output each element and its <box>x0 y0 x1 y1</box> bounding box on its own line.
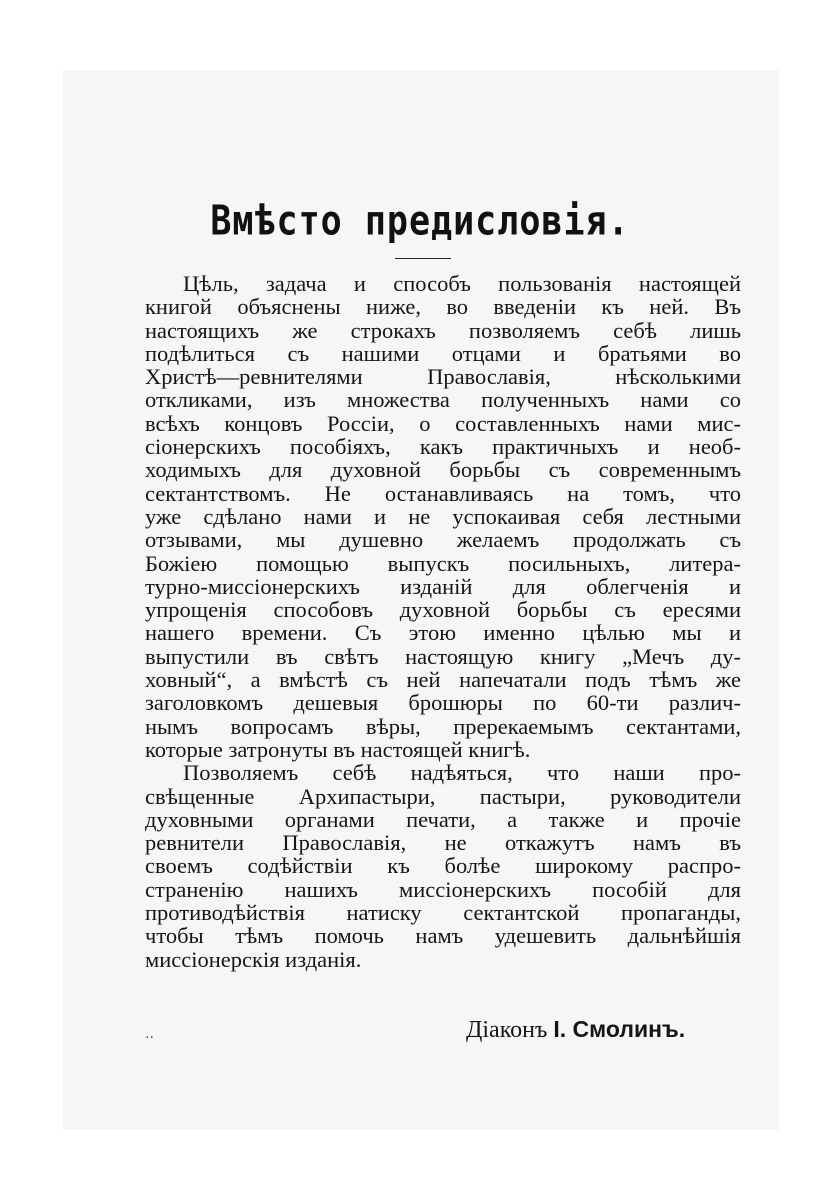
text-line: нымъ вопросамъ вѣры, пререкаемымъ сектантами, <box>145 713 741 739</box>
signature-title: Діаконъ <box>466 1017 548 1043</box>
text-line: Позволяемъ себѣ надѣяться, что наши про- <box>183 760 741 786</box>
text-line: сектантствомъ. Не останавливаясь на томъ, что <box>145 480 741 506</box>
text-line: Цѣль, задача и способъ пользованія настоящей <box>183 271 741 296</box>
text-line: турно-миссіонерскихъ изданій для облегченія и <box>145 573 741 599</box>
text-line: упрощенія способовъ духовной борьбы съ ересями <box>145 597 741 623</box>
text-line: подѣлиться съ нашими отцами и братьями во <box>145 340 741 366</box>
text-line: Божіею помощью выпускъ посильныхъ, литера- <box>145 550 741 576</box>
signature-name: І. Смолинъ. <box>553 1016 686 1042</box>
text-line: духовными органами печати, а также и прочіе <box>145 806 741 832</box>
text-line: настоящихъ же строкахъ позволяемъ себѣ лишь <box>145 317 741 343</box>
text-line: страненію нашихъ миссіонерскихъ пособій для <box>145 876 741 902</box>
page-title: Вмѣсто предисловія. <box>210 198 630 246</box>
text-line: откликами, изъ множества полученныхъ нами со <box>145 387 741 413</box>
text-line: выпустили въ свѣтъ настоящую книгу „Мечъ ду- <box>145 643 741 669</box>
margin-marks: .. <box>145 1026 154 1042</box>
body-text <box>145 272 741 971</box>
text-line: чтобы тѣмъ помочь намъ удешевить дальнѣйшія <box>145 923 741 949</box>
text-line: нашего времени. Съ этою именно цѣлью мы и <box>145 620 741 646</box>
text-line: книгой объяснены ниже, во введеніи къ ней. Въ <box>145 294 741 320</box>
text-line: заголовкомъ дешевыя брошюры по 60-ти различ- <box>145 690 741 716</box>
text-line: уже сдѣлано нами и не успокаивая себя лестными <box>145 503 741 529</box>
text-line: всѣхъ концовъ Россіи, о составленныхъ нами мис- <box>145 410 741 436</box>
text-line: ревнители Православія, не откажутъ намъ въ <box>145 830 741 856</box>
signature <box>466 1016 685 1044</box>
text-line: ходимыхъ для духовной борьбы съ современнымъ <box>145 457 741 483</box>
text-line: своемъ содѣйствіи къ болѣе широкому распро- <box>145 853 741 879</box>
text-line: противодѣйствія натиску сектантской пропаганды, <box>145 900 741 926</box>
text-line: миссіонерскія изданія. <box>145 946 362 972</box>
text-line: Христѣ—ревнителями Православія, нѣсколькими <box>145 364 741 390</box>
text-line: свѣщенные Архипастыри, пастыри, руководители <box>145 783 741 809</box>
text-line: сіонерскихъ пособіяхъ, какъ практичныхъ и необ- <box>145 434 741 460</box>
text-line: ховный“, а вмѣстѣ съ ней напечатали подъ тѣмъ же <box>145 667 741 693</box>
text-line: которые затронуты въ настоящей книгѣ. <box>145 736 531 762</box>
text-line: отзывами, мы душевно желаемъ продолжать съ <box>145 527 741 553</box>
title-underline <box>395 258 451 259</box>
